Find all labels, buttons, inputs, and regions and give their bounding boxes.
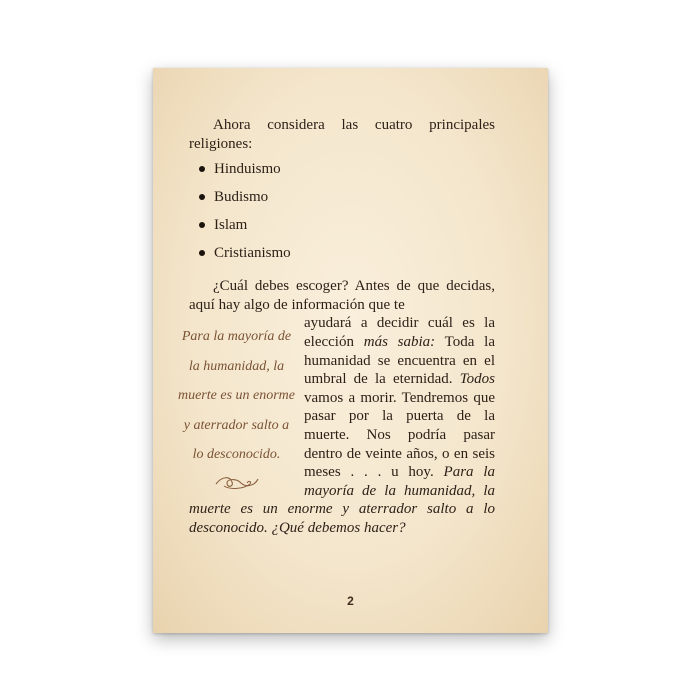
- bullet-dot-icon: [199, 194, 205, 200]
- list-item: [199, 160, 495, 188]
- intro-paragraph: Ahora considera las cuatro principales religiones:: [189, 117, 495, 152]
- list-item-label: Islam: [214, 217, 248, 234]
- question-paragraph: ¿Cuál debes escoger? Antes de que decidas, aquí hay algo de información que te: [189, 278, 495, 313]
- religion-list: [189, 160, 495, 272]
- bullet-dot-icon: [199, 166, 205, 172]
- body-text-segment: ayudará a decidir cuál es la elección: [304, 315, 495, 350]
- list-item-label: Hinduismo: [214, 161, 281, 178]
- list-item-label: Budismo: [214, 189, 269, 206]
- list-item: [199, 188, 495, 216]
- pullquote: [175, 322, 298, 496]
- text-block: [177, 116, 496, 538]
- list-item-label: Cristianismo: [214, 245, 291, 262]
- flourish-ornament-icon: [214, 474, 260, 490]
- book-page: [153, 68, 548, 633]
- body-emphasis: Para la mayoría de la humanidad, la muerte es un enorme y aterrador salto a lo desconocido. ¿Qué debemos hacer?: [189, 464, 496, 536]
- body-text-segment: vamos a morir. Tendremos que pasar por la puerta de la muerte. Nos podría pasar dentro de veinte años, o en seis meses . . . u hoy.: [304, 389, 495, 481]
- body-text-segment: Toda la humanidad se encuentra en el umbral de la eternidad.: [304, 333, 496, 388]
- body-emphasis: Todos: [459, 371, 496, 388]
- flourish-container: [175, 474, 298, 496]
- bullet-dot-icon: [199, 222, 205, 228]
- list-item: [199, 244, 495, 272]
- pullquote-text: Para la mayoría de la humanidad, la muerte es un enorme y aterrador salto a lo desconocido.: [177, 329, 296, 463]
- body-emphasis: más sabia:: [363, 333, 436, 350]
- bullet-dot-icon: [199, 250, 205, 256]
- list-item: [199, 216, 495, 244]
- page-number: 2: [347, 594, 354, 608]
